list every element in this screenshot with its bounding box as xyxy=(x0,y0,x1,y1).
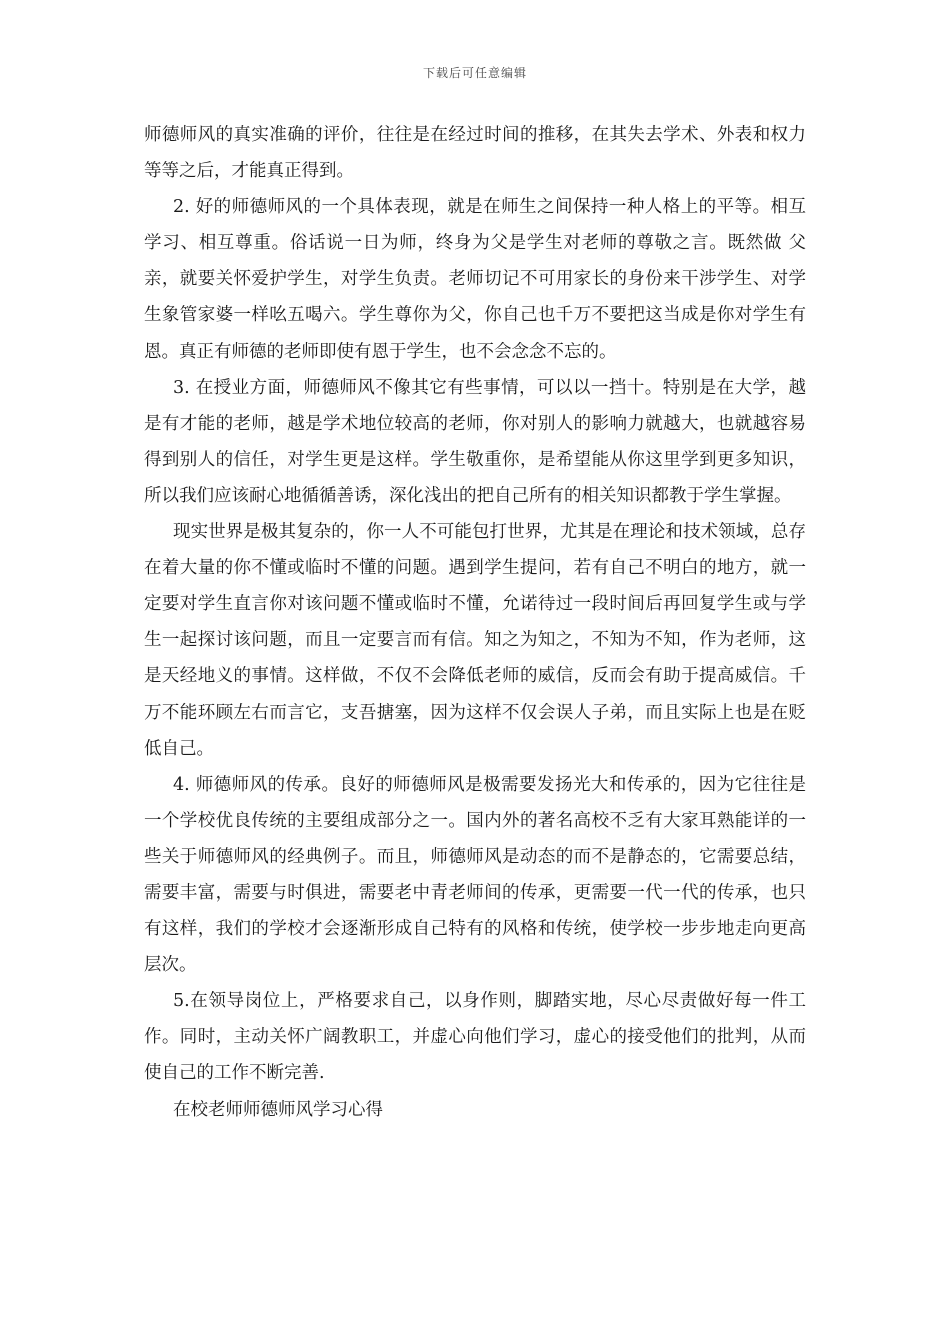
paragraph-6: 5.在领导岗位上，严格要求自己，以身作则，脚踏实地，尽心尽责做好每一件工作。同时，主动关怀广阔教职工，并虚心向他们学习，虚心的接受他们的批判，从而使自己的工作不断完善. xyxy=(144,991,806,1084)
document-body xyxy=(144,117,806,1128)
paragraph-2: 2. 好的师德师风的一个具体表现，就是在师生之间保持一种人格上的平等。相互学习、相互尊重。俗话说一日为师，终身为父是学生对老师的尊敬之言。既然做 父亲，就要关怀爱护学生，对学生负责。老师切记不可用家长的身份来干涉学生、对学生象管家婆一样吆五喝六。学生尊你为父，你自己也千万不要把这当成是你对学生有恩。真正有师德的老师即使有恩于学生，也不会念念不忘的。 xyxy=(144,197,806,362)
paragraph-4: 现实世界是极其复杂的，你一人不可能包打世界，尤其是在理论和技术领域，总存在着大量的你不懂或临时不懂的问题。遇到学生提问，若有自己不明白的地方，就一定要对学生直言你对该问题不懂或临时不懂，允诺待过一段时间后再回复学生或与学生一起探讨该问题，而且一定要言而有信。知之为知之，不知为不知，作为老师，这是天经地义的事情。这样做，不仅不会降低老师的威信，反而会有助于提高威信。千万不能环顾左右而言它，支吾搪塞，因为这样不仅会误人子弟，而且实际上也是在贬低自己。 xyxy=(144,522,806,759)
page-header: 下载后可任意编辑 xyxy=(422,66,527,80)
paragraph-5: 4. 师德师风的传承。良好的师德师风是极需要发扬光大和传承的，因为它往往是一个学校优良传统的主要组成部分之一。国内外的著名高校不乏有大家耳熟能详的一些关于师德师风的经典例子。而且，师德师风是动态的而不是静态的，它需要总结，需要丰富，需要与时俱进，需要老中青老师间的传承，更需要一代一代的传承，也只有这样，我们的学校才会逐渐形成自己特有的风格和传统，使学校一步步地走向更高层次。 xyxy=(144,774,806,976)
paragraph-3: 3. 在授业方面，师德师风不像其它有些事情，可以以一挡十。特别是在大学，越是有才能的老师，越是学术地位较高的老师，你对别人的影响力就越大，也就越容易得到别人的信任，对学生更是这样。学生敬重你，是希望能从你这里学到更多知识，所以我们应该耐心地循循善诱，深化浅出的把自己所有的相关知识都教于学生掌握。 xyxy=(144,377,806,506)
paragraph-1: 师德师风的真实准确的评价，往往是在经过时间的推移，在其失去学术、外表和权力等等之后，才能真正得到。 xyxy=(144,125,806,182)
section-title: 在校老师师德师风学习心得 xyxy=(173,1099,383,1120)
